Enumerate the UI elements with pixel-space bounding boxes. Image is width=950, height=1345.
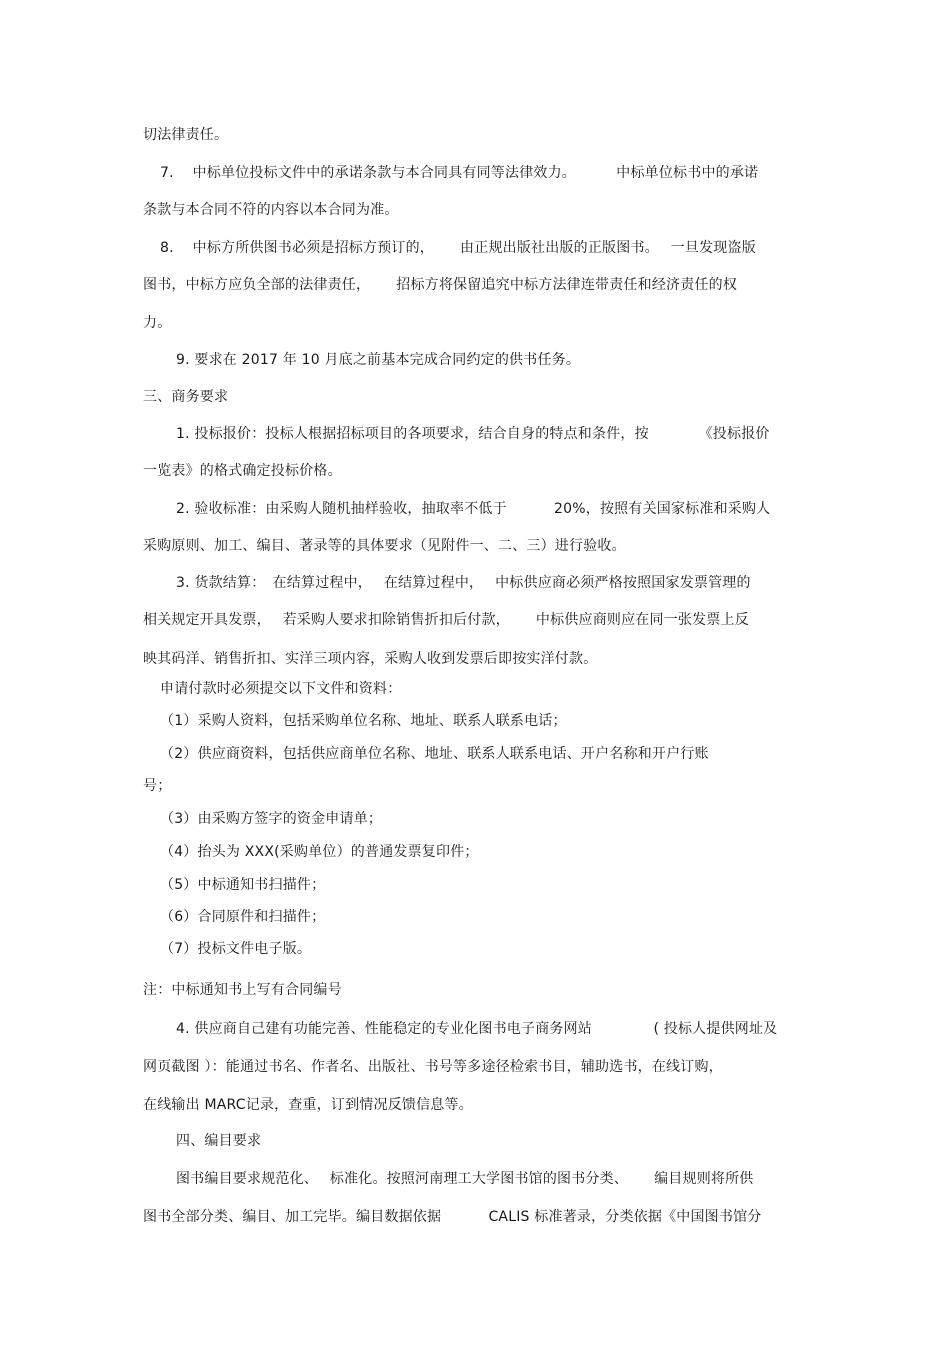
text-line: 8. 中标方所供图书必须是招标方预订的， 由正规出版社出版的正版图书。 一旦发现盗版 [160,240,756,256]
text-line: 2. 验收标准：由采购人随机抽样验收，抽取率不低于 20%，按照有关国家标准和采购人 [176,501,771,517]
text-line: 网页截图 ）：能通过书名、作者名、出版社、书号等多途径检索书目，辅助选书，在线订购， [143,1059,723,1075]
text-line: 一览表》的格式确定投标价格。 [143,463,342,479]
text-line: 图书全部分类、编目、加工完毕。编目数据依据 CALIS 标准著录，分类依据《中国图书馆分 [143,1209,762,1225]
list-item: （5）中标通知书扫描件； [160,877,326,893]
text-line: 9. 要求在 2017 年 10 月底之前基本完成合同约定的供书任务。 [176,352,581,368]
text-line: 4. 供应商自己建有功能完善、性能稳定的专业化图书电子商务网站 ( 投标人提供网址及 [176,1021,778,1037]
text-line: 映其码洋、销售折扣、实洋三项内容，采购人收到发票后即按实洋付款。 [143,651,598,667]
text-line: 切法律责任。 [143,127,229,143]
text-line: 图书，中标方应负全部的法律责任， 招标方将保留追究中标方法律连带责任和经济责任的权 [143,277,738,293]
text-line: 号； [143,778,172,794]
text-line: 1. 投标报价：投标人根据招标项目的各项要求，结合自身的特点和条件，按 《投标报价 [176,426,770,442]
text-line: 7. 中标单位投标文件中的承诺条款与本合同具有同等法律效力。 中标单位标书中的承诺 [160,165,759,181]
text-line: 图书编目要求规范化、 标准化。按照河南理工大学图书馆的图书分类、 编目规则将所供 [176,1171,754,1187]
text-line: 力。 [143,315,172,331]
text-line: 申请付款时必须提交以下文件和资料： [160,681,402,697]
list-item: （4）抬头为 XXX(采购单位）的普通发票复印件； [160,844,479,860]
list-item: （7）投标文件电子版。 [160,941,312,957]
text-line: 3. 货款结算： 在结算过程中， 在结算过程中， 中标供应商必须严格按照国家发票管理的 [176,575,751,591]
list-item: （3）由采购方签字的资金申请单； [160,811,383,827]
text-line: 在线输出 MARC记录，查重，订到情况反馈信息等。 [143,1097,473,1113]
list-item: （1）采购人资料，包括采购单位名称、地址、联系人联系电话； [160,713,567,729]
text-line: 采购原则、加工、编目、著录等的具体要求（见附件一、二、三）进行验收。 [143,538,626,554]
section-heading: 三、商务要求 [143,389,229,405]
list-item: （2）供应商资料，包括供应商单位名称、地址、联系人联系电话、开户名称和开户行账 [160,746,709,762]
note-line: 注：中标通知书上写有合同编号 [143,982,342,998]
text-line: 条款与本合同不符的内容以本合同为准。 [143,202,399,218]
text-line: 相关规定开具发票， 若采购人要求扣除销售折扣后付款， 中标供应商则应在同一张发票上反 [143,612,749,628]
list-item: （6）合同原件和扫描件； [160,909,326,925]
section-heading: 四、编目要求 [176,1133,262,1149]
